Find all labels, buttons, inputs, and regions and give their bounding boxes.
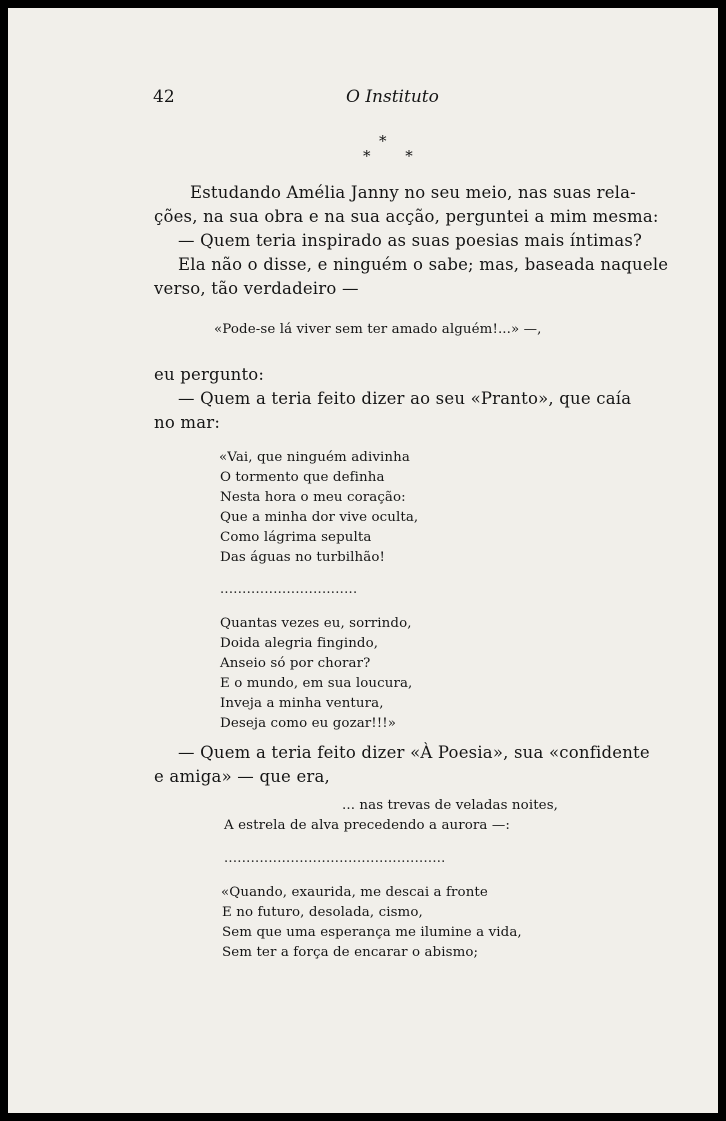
ellipsis-line: ............................... — [220, 582, 358, 597]
verse-line: Sem ter a força de encarar o abismo; — [222, 945, 479, 960]
section-separator: * * * — [363, 132, 415, 165]
running-header: O Instituto — [346, 87, 439, 107]
verse-line: E no futuro, desolada, cismo, — [222, 905, 423, 920]
page-number: 42 — [153, 87, 175, 107]
verse-line: Que a minha dor vive oculta, — [220, 510, 419, 525]
text-line: ções, na sua obra e na sua acção, perguntei a mim mesma: — [154, 207, 659, 226]
verse-line: Anseio só por chorar? — [220, 656, 371, 671]
verse-line: «Quando, exaurida, me descai a fronte — [221, 885, 488, 900]
verse-line: Nesta hora o meu coração: — [220, 490, 406, 505]
text-line: e amiga» — que era, — [154, 767, 330, 786]
verse-line: E o mundo, em sua loucura, — [220, 676, 413, 691]
text-line: — Quem a teria feito dizer ao seu «Pranto», que caía — [178, 389, 632, 408]
text-line: — Quem teria inspirado as suas poesias mais íntimas? — [178, 231, 643, 250]
text-line: Estudando Amélia Janny no seu meio, nas suas rela- — [190, 183, 636, 202]
text-line: Ela não o disse, e ninguém o sabe; mas, baseada naquele — [178, 255, 669, 274]
text-line: verso, tão verdadeiro — — [154, 279, 359, 298]
verse-line: Inveja a minha ventura, — [220, 696, 384, 711]
book-page — [8, 8, 718, 1113]
text-line: eu pergunto: — [154, 365, 265, 384]
ellipsis-line: .................................................. — [224, 851, 446, 866]
verse-line: «Vai, que ninguém adivinha — [219, 450, 410, 465]
verse-line: O tormento que definha — [220, 470, 385, 485]
quote-line: «Pode-se lá viver sem ter amado alguém!...» —, — [214, 322, 542, 337]
verse-line: A estrela de alva precedendo a aurora —: — [224, 818, 510, 833]
verse-line: Sem que uma esperança me ilumine a vida, — [222, 925, 522, 940]
verse-line: Deseja como eu gozar!!!» — [220, 716, 397, 731]
verse-line: Quantas vezes eu, sorrindo, — [220, 616, 412, 631]
verse-line: ... nas trevas de veladas noites, — [342, 798, 559, 813]
verse-line: Das águas no turbilhão! — [220, 550, 385, 565]
text-line: — Quem a teria feito dizer «À Poesia», sua «confidente — [178, 743, 650, 762]
text-line: no mar: — [154, 413, 221, 432]
verse-line: Doida alegria fingindo, — [220, 636, 379, 651]
verse-line: Como lágrima sepulta — [220, 530, 372, 545]
